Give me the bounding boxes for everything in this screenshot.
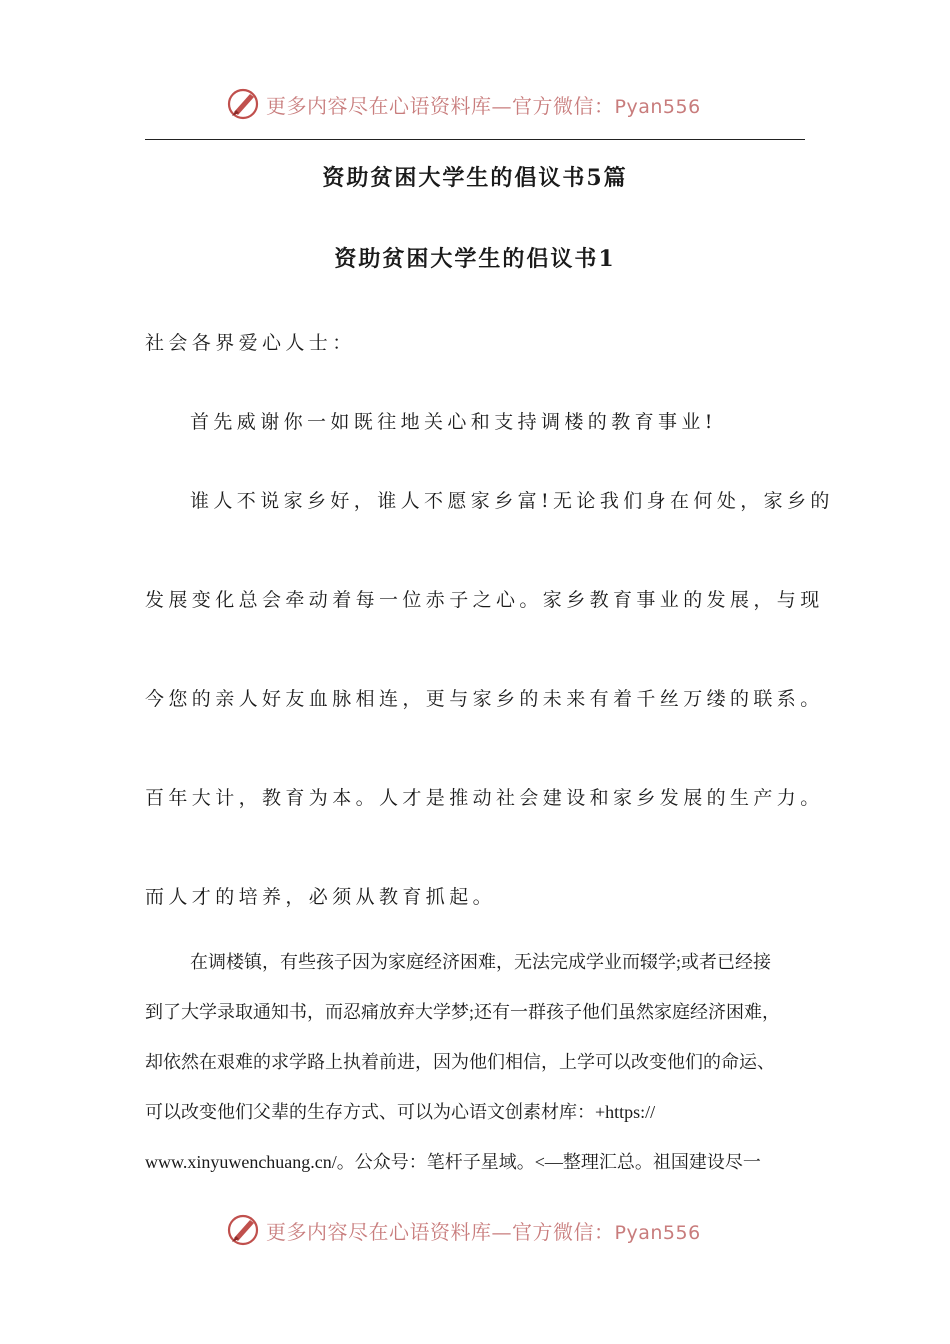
paragraph-line: 今您的亲人好友血脉相连，更与家乡的未来有着千丝万缕的联系。 [145, 688, 824, 710]
paragraph-line: 到了大学录取通知书，而忍痛放弃大学梦;还有一群孩子他们虽然家庭经济困难， [145, 1002, 780, 1022]
paragraph-line: 谁人不说家乡好，谁人不愿家乡富!无论我们身在何处，家乡的 [190, 490, 834, 512]
document-title: 资助贫困大学生的倡议书5篇 [322, 165, 628, 191]
paragraph-line: 可以改变他们父辈的生存方式、可以为心语文创素材库：+https:// [145, 1102, 656, 1122]
header-banner [0, 86, 950, 122]
paragraph-line: 却依然在艰难的求学路上执着前进，因为他们相信，上学可以改变他们的命运、 [145, 1052, 775, 1072]
salutation: 社会各界爱心人士： [145, 332, 356, 354]
paragraph-line: 而人才的培养，必须从教育抓起。 [145, 886, 497, 908]
section-title: 资助贫困大学生的侣议书1 [334, 246, 616, 272]
paragraph-line: www.xinyuwenchuang.cn/。公众号：笔杆子星域。<—整理汇总。祖国建设尽一 [145, 1152, 761, 1172]
paragraph-line: 百年大计，教育为本。人才是推动社会建设和家乡发展的生产力。 [145, 787, 824, 809]
banner-text: 更多内容尽在心语资料库—官方微信：Pyan556 [266, 1220, 701, 1244]
header-rule [145, 139, 805, 140]
pen-logo-icon [226, 1212, 262, 1248]
banner-text: 更多内容尽在心语资料库—官方微信：Pyan556 [266, 94, 701, 118]
pen-logo-icon [226, 86, 262, 122]
paragraph-line: 在调楼镇，有些孩子因为家庭经济困难，无法完成学业而辍学;或者已经接 [190, 952, 771, 972]
footer-banner [0, 1212, 950, 1248]
paragraph-line: 首先威谢你一如既往地关心和支持调楼的教育事业! [190, 411, 717, 433]
paragraph-line: 发展变化总会牵动着每一位赤子之心。家乡教育事业的发展，与现 [145, 589, 824, 611]
